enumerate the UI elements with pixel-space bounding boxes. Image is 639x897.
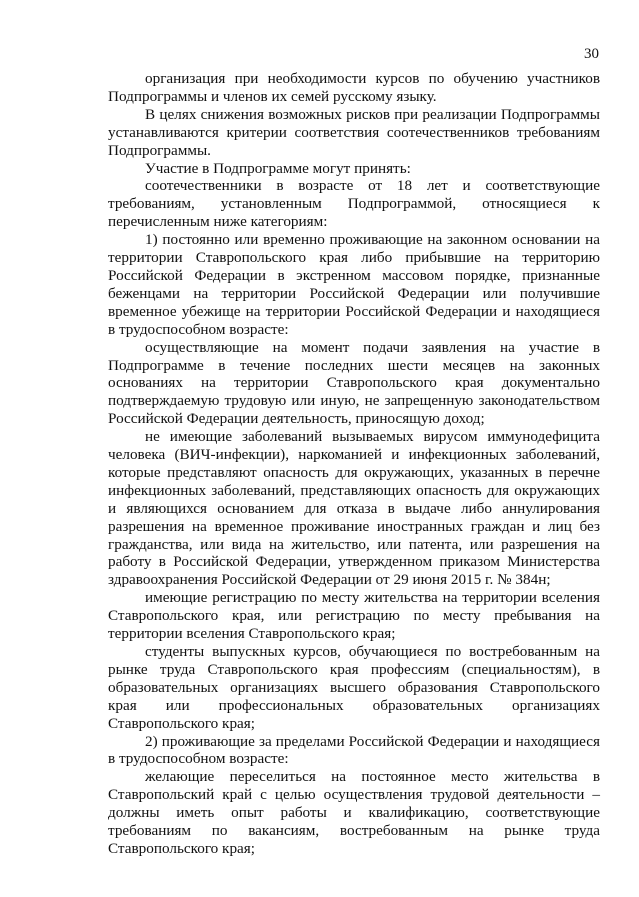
paragraph: 1) постоянно или временно проживающие на законном основании на территории Ставропольского края либо прибывшие на территорию Российской Федерации в экстренном массовом порядке, признанные беженцами на территории Российской Федерации или получившие временное убежище на территории Российской Федерации и находящиеся в трудоспособном возрасте:: [108, 231, 600, 338]
paragraph: 2) проживающие за пределами Российской Федерации и находящиеся в трудоспособном возрасте:: [108, 732, 600, 768]
paragraph: В целях снижения возможных рисков при реализации Подпрограммы устанавливаются критерии соответствия соотечественников требованиям Подпрограммы.: [108, 105, 600, 159]
paragraph: не имеющие заболеваний вызываемых вирусом иммунодефицита человека (ВИЧ-инфекции), наркоманией и инфекционных заболеваний, которые представляют опасность для окружающих, указанных в перечне инфекционных заболеваний, представляющих опасность для окружающих и являющихся основанием для отказа в выдаче либо аннулирования разрешения на временное проживание иностранных граждан и лиц без гражданства, или вида на жительство, или патента, или разрешения на работу в Российской Федерации, утвержденном приказом Министерства здравоохранения Российской Федерации от 29 июня 2015 г. № 384н;: [108, 428, 600, 589]
paragraph: Участие в Подпрограмме могут принять:: [145, 159, 411, 177]
paragraph: соотечественники в возрасте от 18 лет и соответствующие требованиям, установленным Подпрограммой, относящиеся к перечисленным ниже категориям:: [108, 177, 600, 231]
paragraph: желающие переселиться на постоянное место жительства в Ставропольский край с целью осуществления трудовой деятельности – должны иметь опыт работы и квалификацию, соответствующие требованиям по вакансиям, востребованным на рынке труда Ставропольского края;: [108, 768, 600, 857]
paragraph: студенты выпускных курсов, обучающиеся по востребованным на рынке труда Ставропольского края профессиям (специальностям), в образовательных организациях высшего образования Ставропольского края или профессиональных образовательных организациях Ставропольского края;: [108, 643, 600, 732]
document-body: [108, 70, 600, 858]
paragraph: организация при необходимости курсов по обучению участников Подпрограммы и членов их семей русскому языку.: [108, 70, 600, 105]
page-number: 30: [584, 46, 599, 62]
paragraph: имеющие регистрацию по месту жительства на территории вселения Ставропольского края, или регистрацию по месту пребывания на территории вселения Ставропольского края;: [108, 589, 600, 643]
paragraph: осуществляющие на момент подачи заявления на участие в Подпрограмме в течение последних шести месяцев на законных основаниях на территории Ставропольского края документально подтверждаемую трудовую или иную, не запрещенную законодательством Российской Федерации деятельность, приносящую доход;: [108, 338, 600, 428]
